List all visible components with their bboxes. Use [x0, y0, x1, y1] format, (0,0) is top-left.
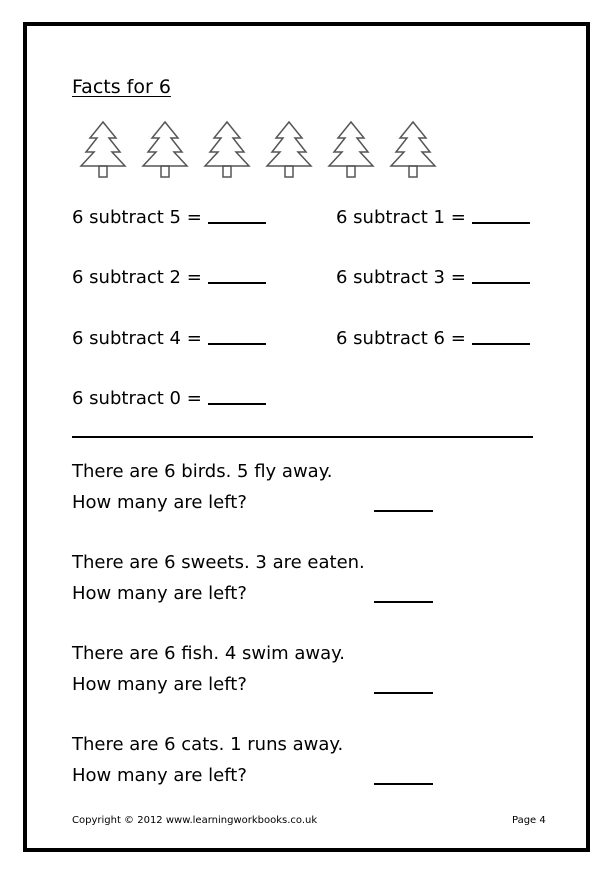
page-number: Page 4: [512, 815, 546, 826]
fact-text: 6 subtract 6 =: [336, 328, 466, 349]
answer-blank[interactable]: [374, 783, 433, 785]
section-divider: [72, 436, 533, 438]
story-line: There are 6 birds. 5 fly away.: [72, 461, 333, 482]
story-question: How many are left?: [72, 765, 247, 786]
fact-text: 6 subtract 3 =: [336, 267, 466, 288]
fact-text: 6 subtract 0 =: [72, 388, 202, 409]
story-line: There are 6 cats. 1 runs away.: [72, 734, 344, 755]
copyright-footer: Copyright © 2012 www.learningworkbooks.co.uk: [72, 815, 318, 826]
answer-blank[interactable]: [472, 206, 530, 224]
pine-tree-icon: [326, 120, 376, 180]
fact-item: [72, 266, 266, 288]
fact-item: [336, 206, 530, 228]
story-question: How many are left?: [72, 674, 247, 695]
pine-tree-icon: [140, 120, 190, 180]
answer-blank[interactable]: [208, 327, 266, 345]
fact-text: 6 subtract 5 =: [72, 207, 202, 228]
fact-item: [72, 387, 266, 409]
fact-item: [72, 206, 266, 228]
story-line: There are 6 sweets. 3 are eaten.: [72, 552, 365, 573]
fact-text: 6 subtract 1 =: [336, 207, 466, 228]
answer-blank[interactable]: [208, 387, 266, 405]
answer-blank[interactable]: [472, 327, 530, 345]
story-question: How many are left?: [72, 492, 247, 513]
answer-blank[interactable]: [374, 510, 433, 512]
fact-text: 6 subtract 2 =: [72, 267, 202, 288]
story-line: There are 6 fish. 4 swim away.: [72, 643, 345, 664]
answer-blank[interactable]: [374, 692, 433, 694]
answer-blank[interactable]: [472, 266, 530, 284]
story-question: How many are left?: [72, 583, 247, 604]
pine-tree-icon: [78, 120, 128, 180]
fact-item: [72, 327, 266, 349]
answer-blank[interactable]: [208, 206, 266, 224]
fact-item: [336, 327, 530, 349]
pine-tree-icon: [388, 120, 438, 180]
answer-blank[interactable]: [374, 601, 433, 603]
fact-item: [336, 266, 530, 288]
page-title: Facts for 6: [72, 76, 171, 98]
pine-tree-icon: [202, 120, 252, 180]
fact-text: 6 subtract 4 =: [72, 328, 202, 349]
pine-tree-icon: [264, 120, 314, 180]
answer-blank[interactable]: [208, 266, 266, 284]
